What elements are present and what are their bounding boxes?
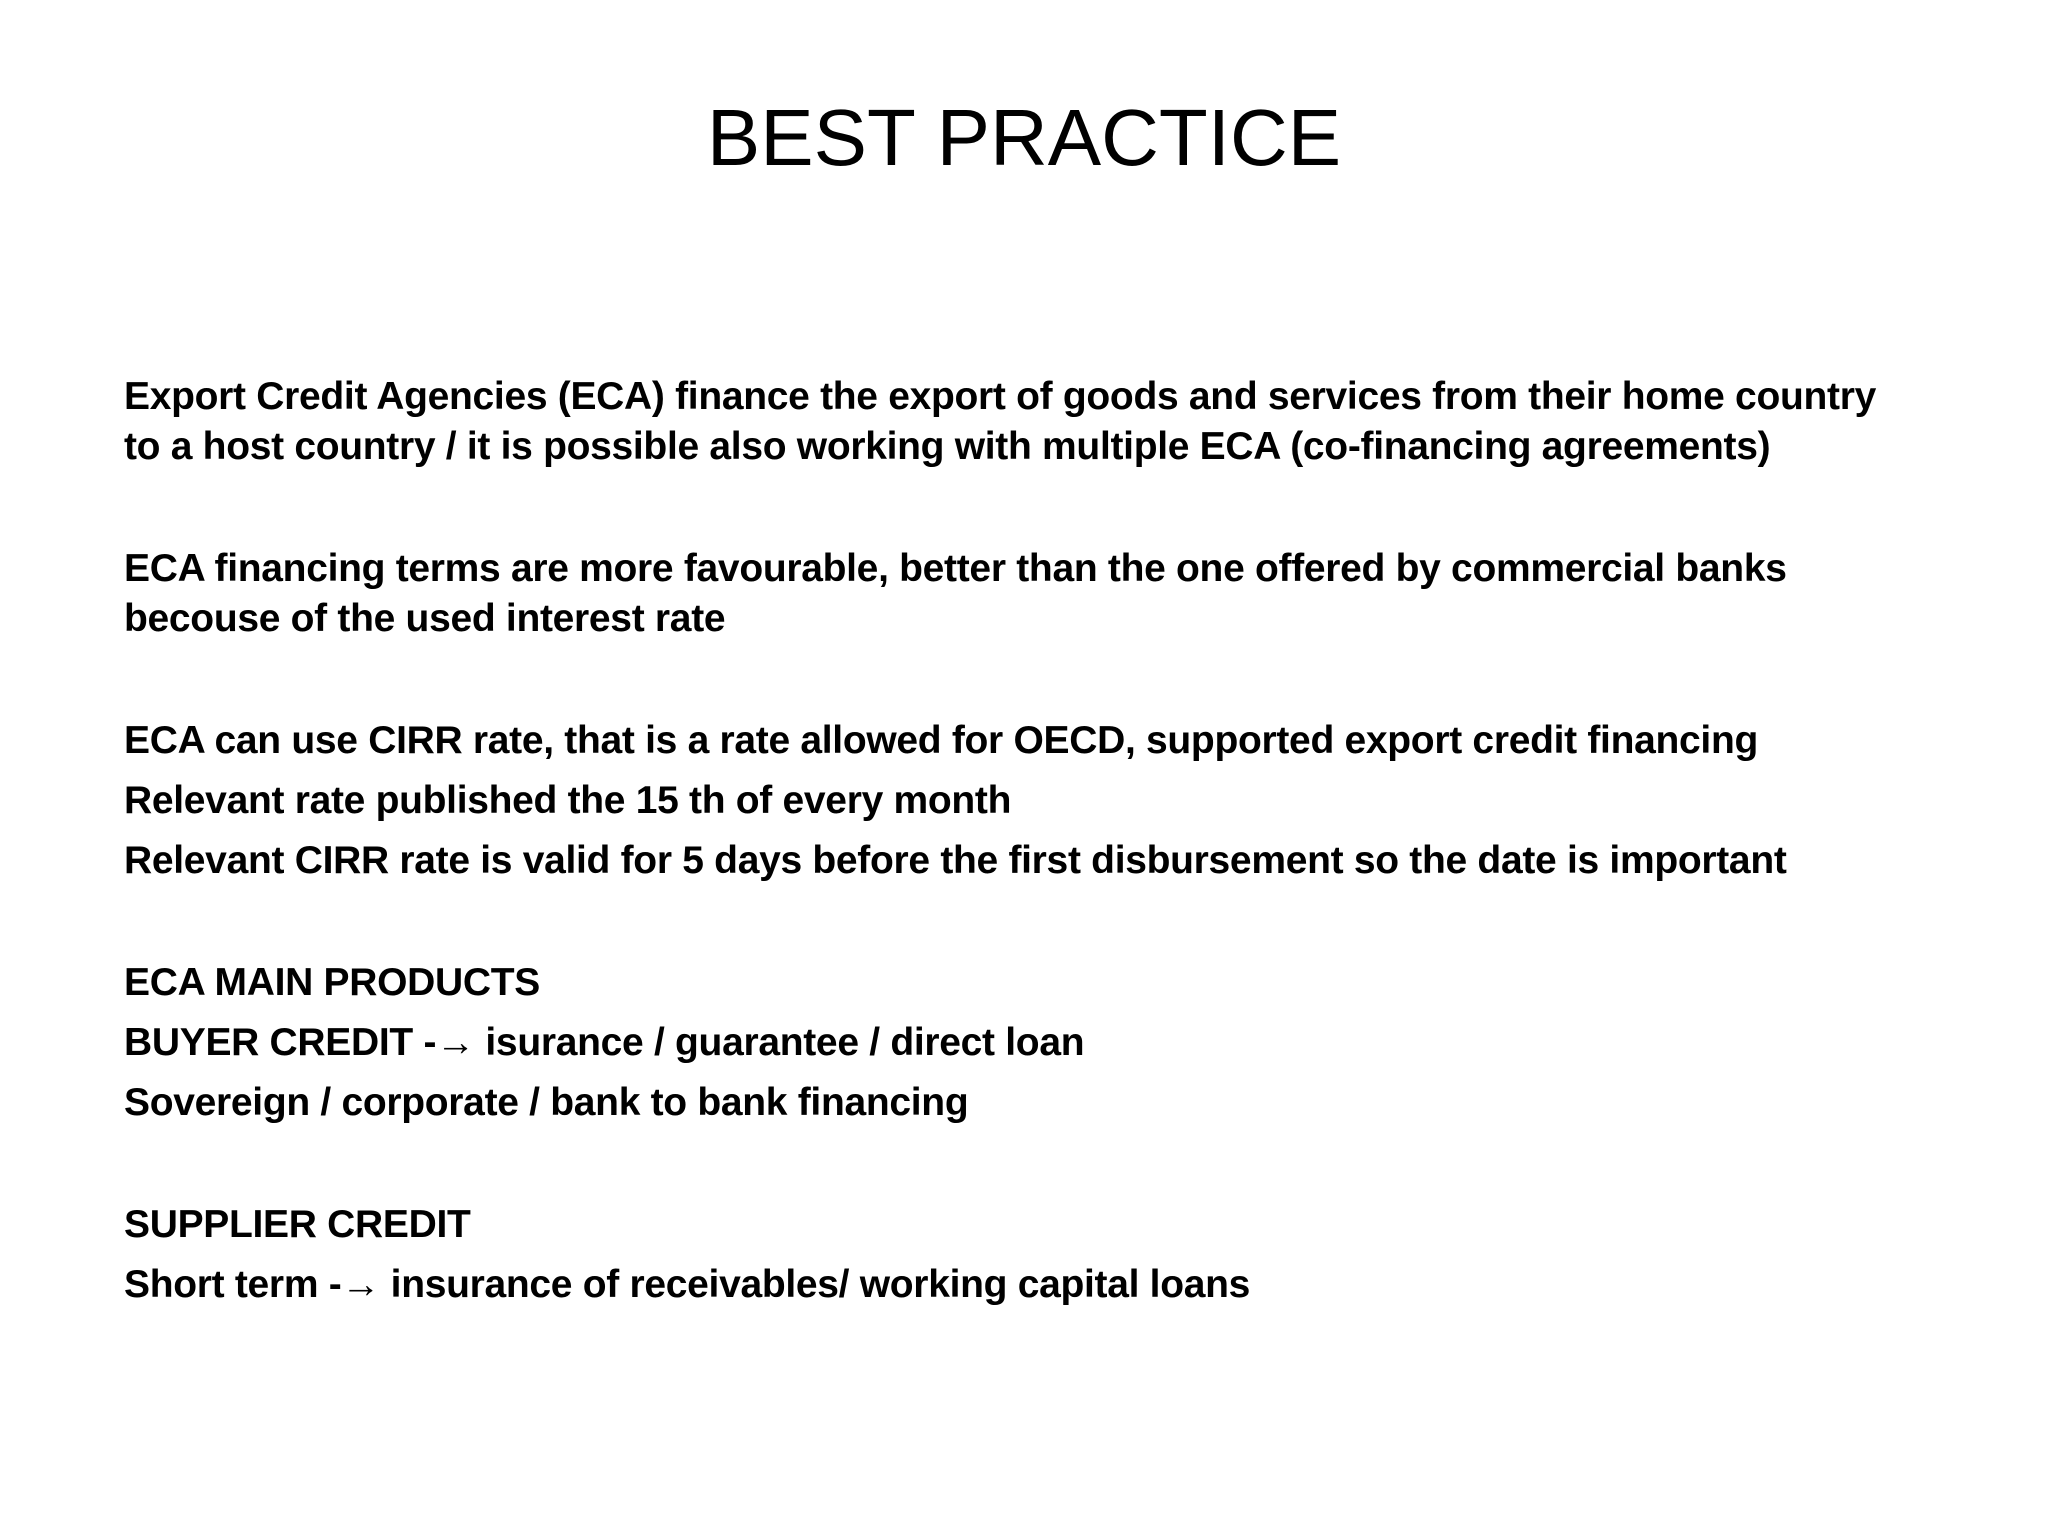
para1-line2: to a host country / it is possible also working with multiple ECA (co-financing agreements) bbox=[124, 425, 1771, 468]
arrow-right-icon: → bbox=[436, 1021, 475, 1064]
short-term-prefix: Short term - bbox=[124, 1263, 342, 1306]
spacer bbox=[124, 886, 1964, 958]
financing-types-line: Sovereign / corporate / bank to bank financing bbox=[124, 1081, 969, 1124]
para1-line1: Export Credit Agencies (ECA) finance the export of goods and services from their home country bbox=[124, 375, 1876, 418]
para2-line2: becouse of the used interest rate bbox=[124, 597, 726, 640]
products-heading: ECA MAIN PRODUCTS bbox=[124, 961, 540, 1004]
slide-title: BEST PRACTICE bbox=[706, 93, 1342, 182]
spacer bbox=[124, 1068, 1964, 1078]
para2-line1: ECA financing terms are more favourable, better than the one offered by commercial banks bbox=[124, 547, 1787, 590]
arrow-right-icon: → bbox=[341, 1263, 381, 1306]
spacer bbox=[124, 766, 1964, 776]
slide-body bbox=[124, 372, 1964, 1310]
supplier-credit-heading: SUPPLIER CREDIT bbox=[124, 1203, 471, 1246]
spacer bbox=[124, 1128, 1964, 1200]
spacer bbox=[124, 472, 1964, 544]
para3-line3: Relevant CIRR rate is valid for 5 days before the first disbursement so the date is important bbox=[124, 839, 1787, 882]
spacer bbox=[124, 826, 1964, 836]
para3-line1: ECA can use CIRR rate, that is a rate allowed for OECD, supported export credit financing bbox=[124, 719, 1759, 762]
buyer-credit-line bbox=[124, 1018, 1964, 1068]
spacer bbox=[124, 644, 1964, 716]
short-term-line bbox=[124, 1260, 1964, 1310]
buyer-credit-prefix: BUYER CREDIT - bbox=[124, 1021, 437, 1064]
short-term-suffix: insurance of receivables/ working capital loans bbox=[380, 1263, 1251, 1306]
buyer-credit-suffix: isurance / guarantee / direct loan bbox=[474, 1021, 1085, 1064]
spacer bbox=[124, 1250, 1964, 1260]
spacer bbox=[124, 1008, 1964, 1018]
para3-line2: Relevant rate published the 15 th of every month bbox=[124, 779, 1012, 822]
